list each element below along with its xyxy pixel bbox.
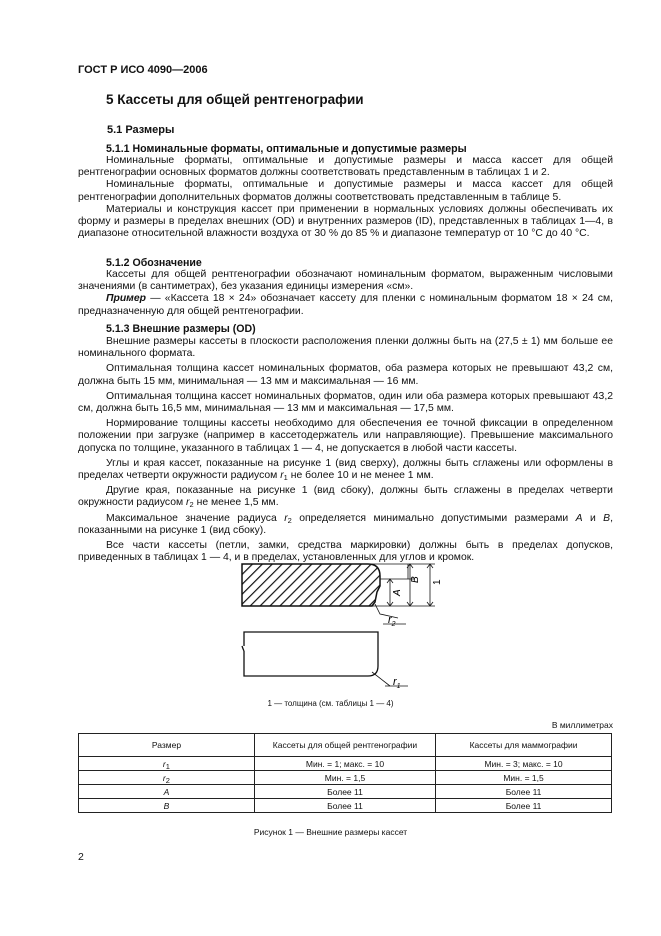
- column-header: Размер: [79, 734, 255, 757]
- paragraph: Углы и края кассет, показанные на рисунке 1 (вид сверху), должны быть сглажены или оформлены в пределах четверти окружности радиусом $r_1$ не более 10 и не менее 1 мм.: [78, 457, 613, 483]
- table-units: В миллиметрах: [551, 720, 613, 730]
- row-label: B: [79, 799, 255, 813]
- table-cell: Более 11: [254, 799, 435, 813]
- example-paragraph: [78, 293, 613, 317]
- table-cell: Мин. = 1; макс. = 10: [254, 757, 435, 771]
- figure-label-b: B: [410, 576, 421, 583]
- paragraphs-5-1-3: [78, 336, 613, 564]
- paragraph: Номинальные форматы, оптимальные и допустимые размеры и масса кассет для общей рентгенографии дополнительных форматов должны соответствовать представленным в таблице 5.: [78, 179, 613, 203]
- figure-label-r1: $r_1$: [393, 676, 401, 690]
- table-cell: Более 11: [436, 799, 612, 813]
- figure-label-r2: $r_2$: [388, 614, 396, 628]
- page-number: 2: [78, 851, 84, 863]
- section-title: 5 Кассеты для общей рентгенографии: [106, 92, 364, 107]
- paragraph: Оптимальная толщина кассет номинальных форматов, один или оба размера которых превышают 43,2 см, должна быть 16,5 мм, минимальная — 13 мм и максимальная — 17,5 мм.: [78, 390, 613, 415]
- row-label: $r_2$: [79, 771, 255, 785]
- figure-label-thickness: 1: [432, 579, 443, 585]
- paragraph: Другие края, показанные на рисунке 1 (вид сбоку), должны быть сглажены в пределах четверти окружности радиусом $r_2$ не менее 1,5 мм.: [78, 485, 613, 510]
- table-row: [79, 799, 612, 813]
- paragraph: Максимальное значение радиуса $r_2$ определяется минимально допустимыми размерами A и B, показанными на рисунке 1 (вид сбоку).: [78, 512, 613, 536]
- table-row: [79, 757, 612, 771]
- paragraph: Все части кассеты (петли, замки, средства маркировки) должны быть в пределах допусков, приведенных в таблицах 1 — 4, и в пределах, установленных для углов и кромок.: [78, 540, 613, 564]
- paragraph: Оптимальная толщина кассет номинальных форматов, оба размера которых не превышают 43,2 см, должна быть 15 мм, минимальная — 13 мм и максимальная — 16 мм.: [78, 363, 613, 387]
- paragraph: Внешние размеры кассеты в плоскости расположения пленки должны быть на (27,5 ± 1) мм больше ее номинального формата.: [78, 336, 613, 360]
- table-cell: Более 11: [436, 785, 612, 799]
- paragraph: Номинальные форматы, оптимальные и допустимые размеры и масса кассет для общей рентгенографии основных форматов должны соответствовать представленным в таблицах 1 и 2.: [78, 155, 613, 179]
- cassette-section-top-view: [242, 564, 380, 606]
- column-header: Кассеты для общей рентгенографии: [254, 734, 435, 757]
- table-row: [79, 785, 612, 799]
- table-row: [79, 771, 612, 785]
- paragraphs-5-1-1: [78, 155, 613, 240]
- row-label: A: [79, 785, 255, 799]
- subsection-title-5-1: 5.1 Размеры: [107, 124, 175, 136]
- paragraph: Материалы и конструкция кассет при применении в нормальных условиях должны обеспечивать их форму и размеры в пределах внешних (OD) и внутренних размеров (ID), представленных в таблицах 1—4, в диапазоне относительной влажности воздуха от 30 % до 85 % и диапазоне температур от 10 °C до 40 °C.: [78, 203, 613, 240]
- table-cell: Более 11: [254, 785, 435, 799]
- paragraphs-5-1-2: [78, 269, 613, 318]
- column-header: Кассеты для маммографии: [436, 734, 612, 757]
- row-label: $r_1$: [79, 757, 255, 771]
- figure-title: Рисунок 1 — Внешние размеры кассет: [253, 827, 408, 837]
- cassette-outline-side-view: [244, 632, 378, 676]
- example-text: — «Кассета 18 × 24» обозначает кассету для пленки с номинальным форматом 18 × 24 см, предназначенную для общей рентгенографии.: [78, 293, 613, 317]
- paragraph: Кассеты для общей рентгенографии обозначают номинальным форматом, выраженным числовыми значениями (в сантиметрах), без указания единицы измерения «см».: [78, 269, 613, 293]
- table-header-row: [79, 734, 612, 757]
- subsection-title-5-1-1: 5.1.1 Номинальные форматы, оптимальные и допустимые размеры: [106, 143, 467, 155]
- table-cell: Мин. = 3; макс. = 10: [436, 757, 612, 771]
- figure-label-a: A: [392, 589, 403, 596]
- subsection-title-5-1-3: 5.1.3 Внешние размеры (OD): [106, 323, 256, 335]
- table-cell: Мин. = 1,5: [254, 771, 435, 785]
- dimensions-table: [78, 733, 612, 813]
- figure-caption: 1 — толщина (см. таблицы 1 — 4): [267, 699, 394, 708]
- table-cell: Мин. = 1,5: [436, 771, 612, 785]
- figure-cassette-dimensions: [230, 556, 450, 694]
- example-label: Пример: [106, 293, 146, 305]
- paragraph: Нормирование толщины кассеты необходимо для обеспечения ее точной фиксации в определенном положении при загрузке (например в кассетодержатель или направляющие). Превышение максимального допуска по толщине, указанного в таблицах 1 — 4, не допускается в любой части кассеты.: [78, 418, 613, 454]
- document-id: ГОСТ Р ИСО 4090—2006: [78, 64, 208, 76]
- subsection-title-5-1-2: 5.1.2 Обозначение: [106, 257, 202, 269]
